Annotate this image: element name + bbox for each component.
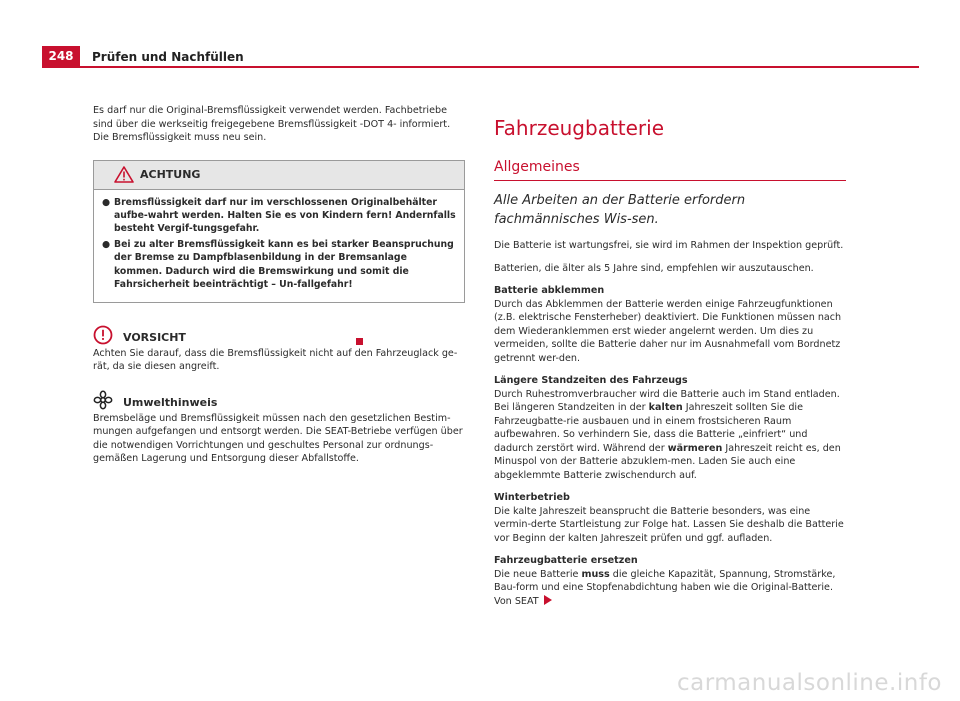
warning-title: ACHTUNG	[140, 168, 201, 181]
header-rule	[42, 66, 919, 68]
bold-run: wärmeren	[667, 442, 723, 454]
left-column	[93, 104, 465, 480]
environment-header	[93, 388, 465, 410]
warning-box	[93, 160, 465, 303]
bullet-icon: ●	[102, 239, 111, 251]
warning-triangle-icon	[114, 166, 134, 183]
subsection-heading: Allgemeines	[494, 159, 580, 175]
paragraph-winter: Die kalte Jahreszeit beansprucht die Batterie besonders, was eine vermin-derte Startleistung zur Folge hat. Lassen Sie deshalb die Batterie vor Beginn der kalten Jahreszeit prüfen und ggf. aufladen.	[494, 505, 844, 544]
caution-text: Achten Sie darauf, dass die Bremsflüssigkeit nicht auf den Fahrzeuglack ge-rät, da sie diesen angreift.	[93, 347, 458, 373]
text-run: Jahreszeit reicht es, den Minuspol von der Batterie abzuklem-men. Laden Sie auch eine abgeklemmte Batterie zwischendurch auf.	[494, 442, 841, 481]
environment-flower-icon	[93, 390, 123, 410]
bold-run: kalten	[648, 402, 683, 413]
text-run: Jahreszeit sollten Sie die Fahrzeugbatte-rie ausbauen und in einem frostsicheren Raum aufbewahren. So verhindern Sie, dass die Batterie „einfriert“ und dadurch zerstört wird. Während der	[494, 402, 808, 454]
text-run: die gleiche Kapazität, Spannung, Stromstärke, Bau-form und eine Stopfenabdichtung haben wie die Original-Batterie. Von SEAT	[494, 568, 836, 607]
text-run: Durch Ruhestromverbraucher wird die Batterie auch im Stand entladen. Bei längeren Standzeiten in der	[494, 388, 840, 413]
paragraph-standzeiten	[494, 388, 846, 483]
lead-text: Alle Arbeiten an der Batterie erfordern fachmännisches Wis-sen.	[494, 193, 746, 227]
subhead-replace: Fahrzeugbatterie ersetzen	[494, 555, 638, 566]
warning-item-text: Bremsflüssigkeit darf nur im verschlossenen Originalbehälter aufbe-wahrt werden. Halten Sie es von Kindern fern! Andernfalls besteht Vergif-tungsgefahr.	[114, 196, 456, 234]
watermark: carmanualsonline.info	[676, 670, 942, 696]
bullet-icon: ●	[102, 196, 111, 208]
paragraph: Batterien, die älter als 5 Jahre sind, empfehlen wir auszutauschen.	[494, 262, 814, 274]
paragraph: Die Batterie ist wartungsfrei, sie wird im Rahmen der Inspektion geprüft.	[494, 240, 844, 251]
page-number: 248	[42, 46, 80, 66]
warning-body	[94, 190, 464, 302]
right-column	[494, 116, 846, 617]
continue-arrow-icon	[544, 595, 552, 605]
caution-note	[93, 323, 465, 374]
text-run: Die neue Batterie	[494, 568, 582, 580]
section-heading: Fahrzeugbatterie	[494, 116, 665, 140]
subsection-rule	[494, 180, 846, 181]
caution-title: VORSICHT	[123, 330, 186, 344]
section-end-marker	[356, 338, 363, 345]
intro-paragraph: Es darf nur die Original-Bremsflüssigkeit verwendet werden. Fachbetriebe sind über die werkseitig freigegebene Bremsflüssigkeit -DOT 4- informiert. Die Bremsflüssigkeit muss neu sein.	[93, 105, 451, 143]
environment-text: Bremsbeläge und Bremsflüssigkeit müssen nach den gesetzlichen Bestim-mungen aufgefangen und entsorgt werden. Die SEAT-Betriebe verfügen über die notwendigen Vorrichtungen und geschultes Personal zur ordnungs-gemäßen Lagerung und Entsorgung dieser Abfallstoffe.	[93, 412, 463, 465]
caution-exclamation-icon	[93, 325, 123, 345]
warning-item	[102, 238, 456, 291]
caution-header	[93, 323, 465, 345]
warning-header	[94, 161, 464, 190]
running-title: Prüfen und Nachfüllen	[92, 50, 244, 64]
paragraph-replace	[494, 568, 846, 609]
environment-title: Umwelthinweis	[123, 395, 218, 409]
subhead-disconnect: Batterie abklemmen	[494, 285, 605, 296]
warning-item	[102, 196, 456, 236]
subhead-standzeiten: Längere Standzeiten des Fahrzeugs	[494, 375, 688, 386]
paragraph-disconnect: Durch das Abklemmen der Batterie werden einige Fahrzeugfunktionen (z.B. elektrische Fensterheber) deaktiviert. Die Funktionen müssen nach dem Wiederanklemmen erst wieder angelernt werden. Um dies zu vermeiden, sollte die Batterie daher nur im Ausnahmefall vom Bordnetz getrennt wer-den.	[494, 298, 842, 364]
bold-run: muss	[581, 568, 610, 580]
environment-note	[93, 388, 465, 466]
warning-item-text: Bei zu alter Bremsflüssigkeit kann es bei starker Beanspruchung der Bremse zu Dampfblasenbildung in der Bremsanlage kommen. Dadurch wird die Bremswirkung und somit die Fahrsicherheit beeinträchtigt – Un-fallgefahr!	[114, 239, 454, 290]
subhead-winter: Winterbetrieb	[494, 492, 570, 503]
